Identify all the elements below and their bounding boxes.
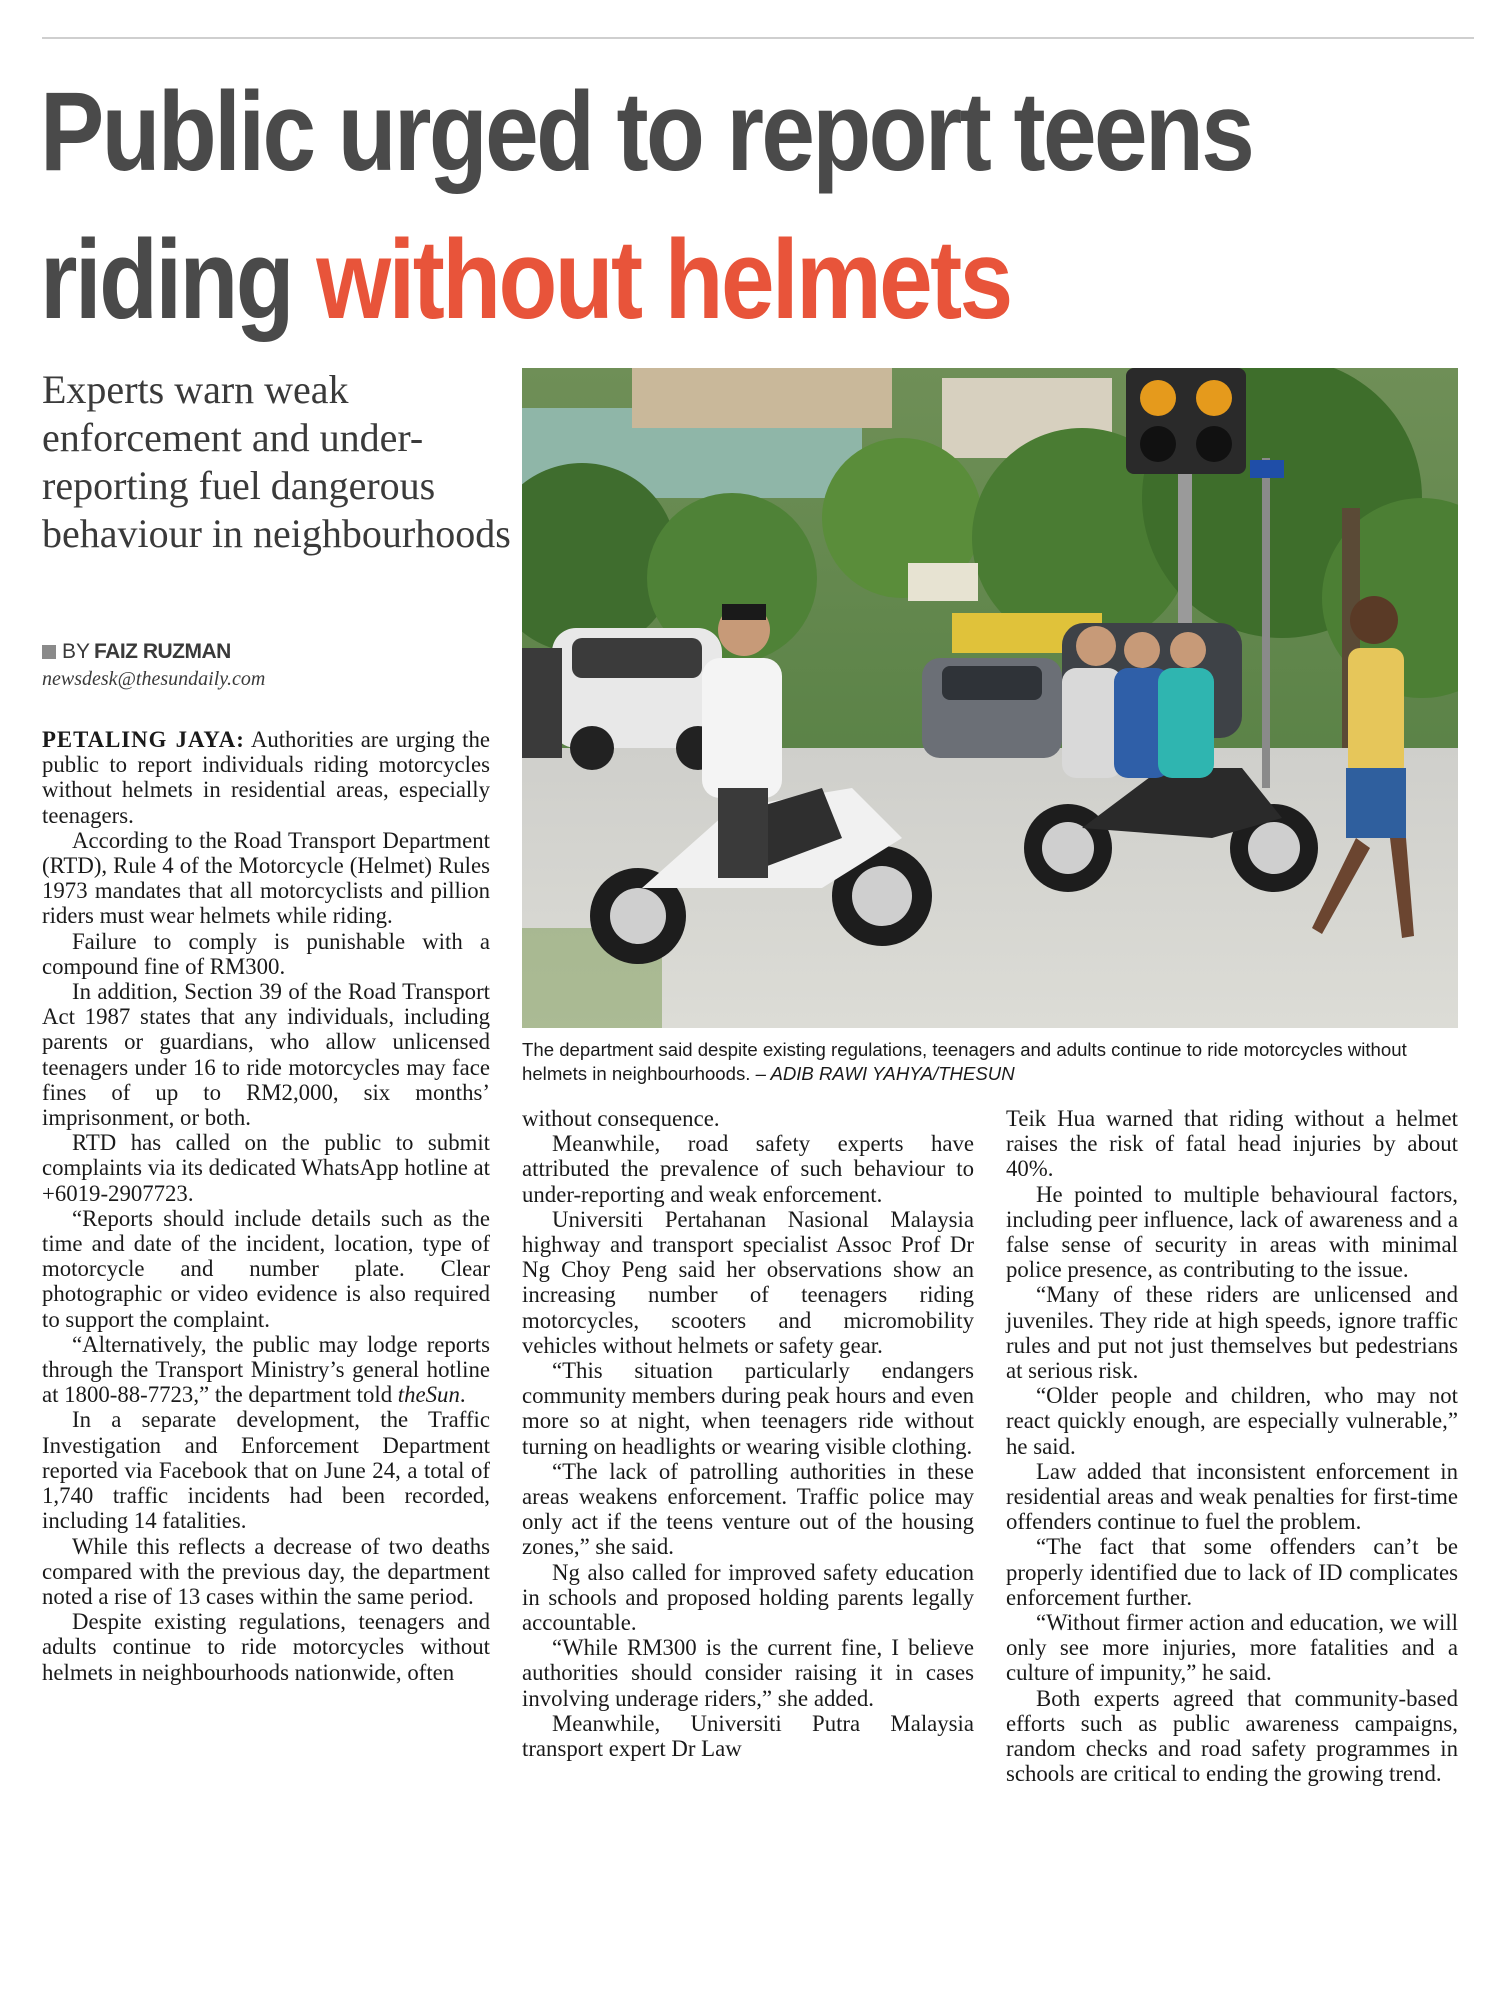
paragraph: Meanwhile, road safety experts have attributed the prevalence of such behaviour to under-reporting and weak enforcement. xyxy=(522,1131,974,1207)
article-column-2 xyxy=(522,1106,974,1761)
paragraph: “This situation particularly endangers community members during peak hours and even more so at night, when teenagers ride without turning on headlights or wearing visible clothing. xyxy=(522,1358,974,1459)
headline xyxy=(40,58,1278,354)
article-column-1 xyxy=(42,727,490,1685)
news-photo xyxy=(522,368,1458,1028)
paragraph: Both experts agreed that community-based efforts such as public awareness campaigns, random checks and road safety programmes in schools are critical to ending the growing trend. xyxy=(1006,1685,1458,1787)
paragraph: “The lack of patrolling authorities in these areas weakens enforcement. Traffic police may only act if the teens venture out of the housing zones,” she said. xyxy=(522,1458,974,1560)
paragraph: According to the Road Transport Department (RTD), Rule 4 of the Motorcycle (Helmet) Rules 1973 mandates that all motorcyclists and pillion riders must wear helmets while riding. xyxy=(42,827,490,929)
paragraph: PETALING JAYA: Authorities are urging the public to report individuals riding motorcycles without helmets in residential areas, especially teenagers. xyxy=(42,727,490,828)
paragraph: Failure to comply is punishable with a compound fine of RM300. xyxy=(42,928,490,979)
paragraph: RTD has called on the public to submit complaints via its dedicated WhatsApp hotline at +6019-2907723. xyxy=(42,1130,490,1206)
paragraph: He pointed to multiple behavioural factors, including peer influence, lack of awareness and a false sense of security in areas with minimal police presence, as contributing to the issue. xyxy=(1006,1181,1458,1283)
byline-author: FAIZ RUZMAN xyxy=(94,640,231,663)
paragraph: “The fact that some offenders can’t be properly identified due to lack of ID complicates enforcement further. xyxy=(1006,1534,1458,1610)
paragraph: Law added that inconsistent enforcement in residential areas and weak penalties for first-time offenders continue to fuel the problem. xyxy=(1006,1458,1458,1535)
photo-caption xyxy=(522,1038,1462,1086)
paragraph: “Without firmer action and education, we will only see more injuries, more fatalities and a culture of impunity,” he said. xyxy=(1006,1610,1458,1686)
photo-caption-text: The department said despite existing regulations, teenagers and adults continue to ride motorcycles without helmets in neighbourhoods. xyxy=(522,1039,1407,1084)
paragraph: Despite existing regulations, teenagers and adults continue to ride motorcycles without helmets in neighbourhoods nationwide, often xyxy=(42,1609,490,1685)
byline-square-icon xyxy=(42,645,56,659)
article-column-3 xyxy=(1006,1106,1458,1786)
headline-line-2-plain: riding xyxy=(40,217,317,342)
paragraph: In a separate development, the Traffic Investigation and Enforcement Department reported via Facebook that on June 24, a total of 1,740 traffic incidents had been recorded, including 14 fatalities. xyxy=(42,1407,490,1534)
paragraph: Ng also called for improved safety education in schools and proposed holding parents legally accountable. xyxy=(522,1559,974,1636)
paragraph: “Alternatively, the public may lodge reports through the Transport Ministry’s general hotline at 1800-88-7723,” the department told theSun. xyxy=(42,1331,490,1408)
byline-prefix: BY xyxy=(62,640,91,663)
paragraph: Universiti Pertahanan Nasional Malaysia highway and transport specialist Assoc Prof Dr Ng Choy Peng said her observations show an increasing number of teenagers riding motorcycles, scooters and micromobility vehicles without helmets or safety gear. xyxy=(522,1206,974,1358)
paragraph: Meanwhile, Universiti Putra Malaysia transport expert Dr Law xyxy=(522,1710,974,1762)
dateline: PETALING JAYA: xyxy=(42,727,245,752)
subheadline-deck: Experts warn weak enforcement and under-reporting fuel dangerous behaviour in neighbourhoods xyxy=(42,367,511,556)
publication-name: theSun xyxy=(397,1382,460,1408)
paragraph: In addition, Section 39 of the Road Transport Act 1987 states that any individuals, including parents or guardians, who allow unlicensed teenagers under 16 to ride motorcycles may face fines of up to RM2,000, six months’ imprisonment, or both. xyxy=(42,979,490,1131)
paragraph: without consequence. xyxy=(522,1106,720,1131)
byline xyxy=(42,640,231,664)
paragraph: While this reflects a decrease of two deaths compared with the previous day, the department noted a rise of 13 cases within the same period. xyxy=(42,1533,490,1609)
paragraph: “While RM300 is the current fine, I believe authorities should consider raising it in cases involving underage riders,” she added. xyxy=(522,1635,974,1711)
paragraph: “Older people and children, who may not react quickly enough, are especially vulnerable,” he said. xyxy=(1006,1383,1458,1459)
paragraph: “Reports should include details such as the time and date of the incident, location, type of motorcycle and number plate. Clear photographic or video evidence is also required to support the complaint. xyxy=(42,1205,490,1332)
headline-line-1: Public urged to report teens xyxy=(40,69,1253,194)
byline-email: newsdesk@thesundaily.com xyxy=(42,668,266,690)
paragraph: “Many of these riders are unlicensed and juveniles. They ride at high speeds, ignore traffic rules and put not just themselves but pedestrians at serious risk. xyxy=(1006,1282,1458,1384)
top-rule xyxy=(42,37,1474,39)
headline-line-2-accent: without helmets xyxy=(316,217,1011,342)
paragraph: Teik Hua warned that riding without a helmet raises the risk of fatal head injuries by about 40%. xyxy=(1006,1106,1458,1182)
photo-credit: – ADIB RAWI YAHYA/THESUN xyxy=(755,1063,1015,1084)
